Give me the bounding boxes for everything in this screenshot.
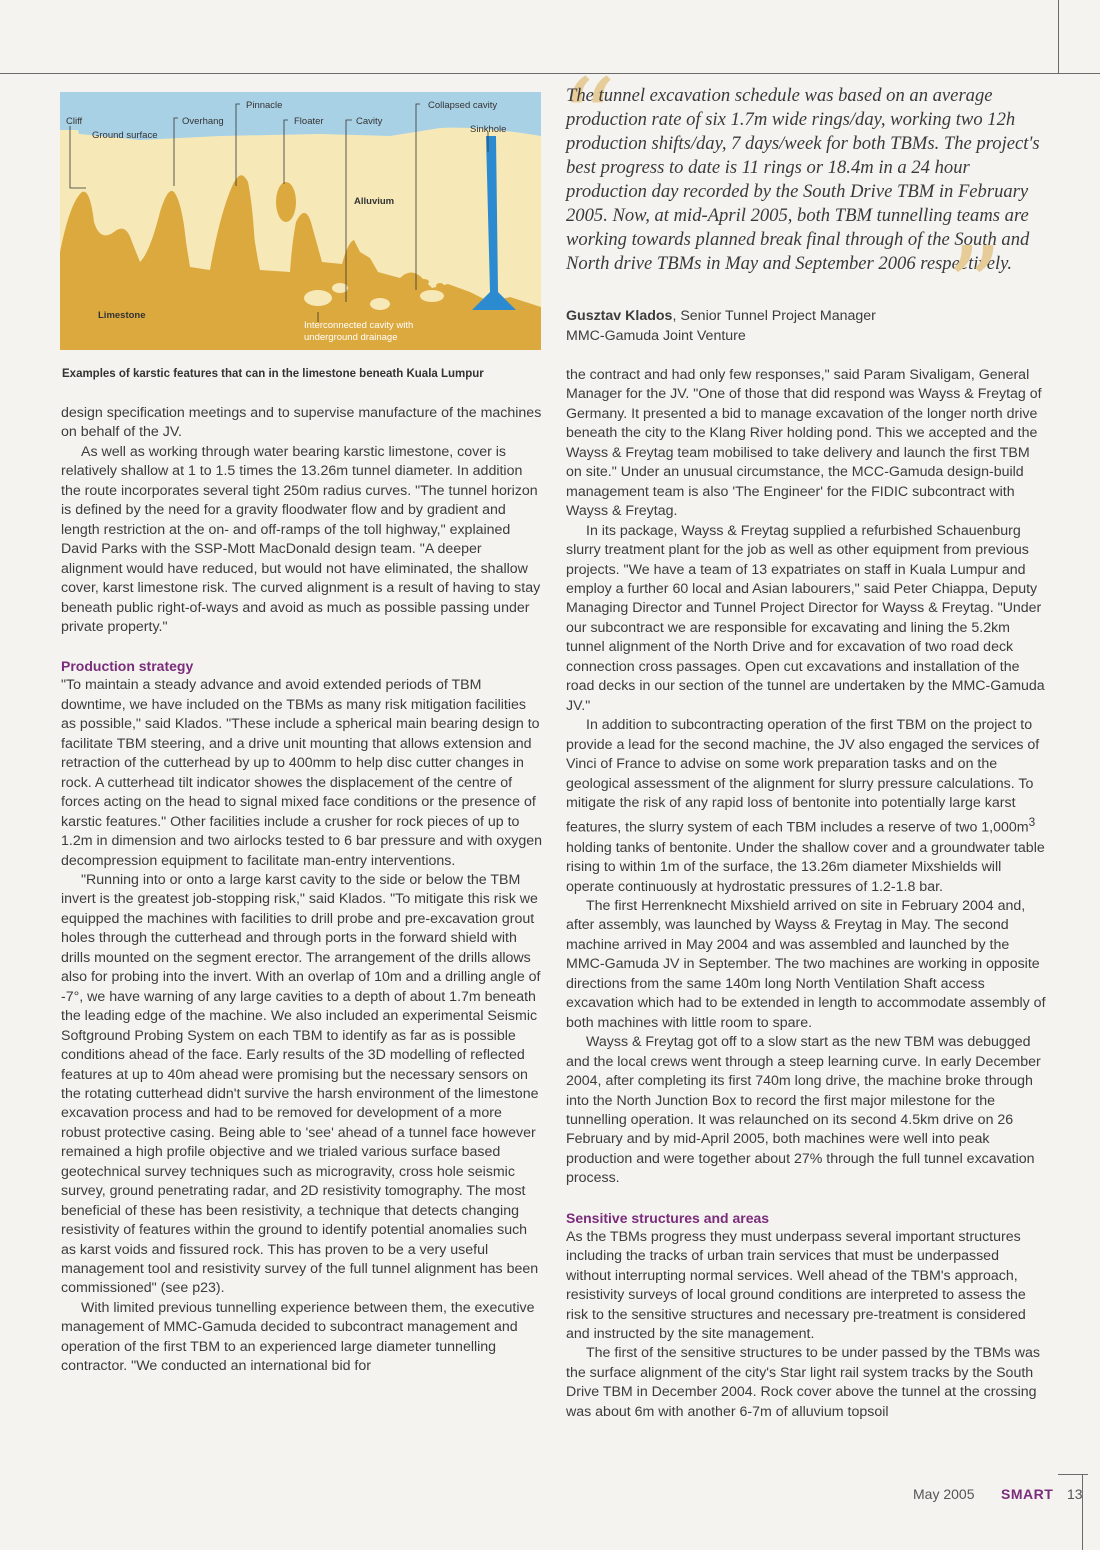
footer-brand: SMART [1001,1486,1054,1502]
paragraph: "Running into or onto a large karst cavity to the side or below the TBM invert is the greatest job-stopping risk," said Klados. "To mitigate this risk we equipped the machines with facilities to drill probe and pre-excavation grout holes through the cutterhead and through ports in the forward shield with drills mounted on the segment erector. The arrangement of the drills allows also for probing into the invert. With an overlap of 10m and a drilling angle of -7°, we have warning of any large cavities to a depth of about 1.7m beneath the leading edge of the machine. We also included an experimental Seismic Softground Probing System on each TBM to identify as far as is possible conditions ahead of the face. Early results of the 3D modelling of reflected features at up to 40m ahead were promising but the necessary sensors on the rotating cutterhead didn't survive the harsh environment of the limestone excavation process and had to be removed for development of a more robust protective casing. Being able to 'see' ahead of a tunnel face however remained a high profile objective and we trialed various surface based geotechnical survey techniques such as microgravity, cross hole seismic survey, ground penetrating radar, and 2D resistivity tomography. The most beneficial of these has been resistivity, a technique that detects changing resistivity of features within the ground to identify potential anomalies such as karst voids and fissured rock. This has proven to be a very useful management tool and resistivity survey of the full tunnel alignment has been commissioned" (see p23). [61,871,541,1297]
footer-date: May 2005 [913,1486,975,1502]
paragraph: design specification meetings and to supervise manufacture of the machines on behalf of the JV. [61,405,542,441]
label-ground-surface: Ground surface [92,130,158,141]
label-floater: Floater [294,116,324,127]
top-rule [0,73,1100,74]
paragraph: As the TBMs progress they must underpass several important structures including the tracks of urban train services that must be underpassed without interrupting normal services. Well ahead of the TBM's approach, resistivity surveys of local ground conditions are interpreted to assess the risk to the sensitive structures and necessary pre-treatment is considered and instructed by the site management. [566,1228,1026,1343]
collapsed-cavity-shape [420,290,444,302]
close-quote-icon: ” [946,223,1003,351]
cavity-shape [304,290,332,306]
label-overhang: Overhang [182,116,224,127]
paragraph: The first Herrenknecht Mixshield arrived on site in February 2004 and, after assembly, was launched by Wayss & Freytag in May. The second machine arrived in May 2004 and was assembled and launched by the MMC-Gamuda JV in September. The two machines are working in opposite directions from the same 140m long North Ventilation Shaft access excavation which had to be extended in length to accommodate assembly of both machines with little room to spare. [566,897,1046,1031]
paragraph-part: holding tanks of bentonite. Under the shallow cover and a groundwater table rising to within 1m of the surface, the 13.26m diameter Mixshields will operate continuously at hydrostatic pressures of 1.2-1.8 bar. [566,839,1045,895]
section-heading-sensitive-structures: Sensitive structures and areas [566,1209,770,1226]
paragraph-part: In addition to subcontracting operation of the first TBM on the project to provide a lead for the second machine, the JV also engaged the services of Vinci of France to advise on some work preparation tasks and on the geological assessment of the alignment for slurry pressure calculations. To mitigate the risk of any rapid loss of bentonite into potentially large karst features, the slurry system of each TBM includes a reserve of two 1,000m [566,717,1040,837]
figure-caption: Examples of karstic features that can in the limestone beneath Kuala Lumpur [62,368,484,380]
left-column [61,404,543,1377]
open-quote-icon: “ [560,55,617,183]
paragraph: In its package, Wayss & Freytag supplied a refurbished Schauenburg slurry treatment plant for the job as well as other equipment from previous projects. "We have a team of 13 expatriates on staff in Kuala Lumpur and employ a further 60 local and Asian labourers," said Peter Chiappa, Deputy Managing Director and Tunnel Project Director for Wayss & Freytag. "Under our subcontract we are responsible for excavating and lining the 5.2km tunnel alignment of the North Drive and for excavation of two road deck connection cross passages. Open cut excavations and installation of the road decks in our section of the tunnel are undertaken by the MMC-Gamuda JV." [566,522,1045,714]
floater-shape [276,182,296,222]
karst-diagram [60,92,541,350]
label-cavity: Cavity [356,116,383,127]
right-rule [1058,0,1059,73]
paragraph: Wayss & Freytag got off to a slow start as the new TBM was debugged and the local crews went through a steep learning curve. In early December 2004, after completing its first 740m long drive, the machine broke through into the North Junction Box to record the first major milestone for the tunnelling operation. It was relaunched on its second 4.5km drive on 26 February and by mid-April 2005, both machines were well into peak production and were together about 27% through the full tunnel excavation process. [566,1034,1041,1187]
section-heading-production-strategy: Production strategy [61,658,194,675]
footer-rule [1058,1474,1088,1475]
label-alluvium: Alluvium [354,196,395,207]
paragraph [566,716,1046,897]
paragraph: the contract and had only few responses," said Param Sivaligam, General Manager for the JV. "One of those that did respond was Wayss & Freytag of Germany. It presented a bid to manage excavation of the longer north drive beneath the city to the Klang River holding pond. This we accepted and the Wayss & Freytag team mobilised to take delivery and launch the first TBM on site." Under an unusual circumstance, the MCC-Gamuda design-build management team is also 'The Engineer' for the FIDIC subcontract with Wayss & Freytag. [566,367,1042,520]
paragraph: The first of the sensitive structures to be under passed by the TBMs was the surface alignment of the city's Star light rail system tracks by the South Drive TBM in December 2004. Rock cover above the tunnel at the crossing was about 6m with another 6-7m of alluvium topsoil [566,1345,1040,1420]
label-interconnected-1: Interconnected cavity with [304,320,414,331]
page-number: 13 [1067,1486,1083,1502]
label-cliff: Cliff [66,116,83,127]
quote-author-role: , Senior Tunnel Project Manager [672,308,876,324]
label-limestone: Limestone [98,310,146,321]
superscript: 3 [1028,815,1036,830]
label-sinkhole: Sinkhole [470,124,507,135]
label-pinnacle: Pinnacle [246,100,283,111]
quote-organisation: MMC-Gamuda Joint Venture [566,328,746,344]
quote-text: The tunnel excavation schedule was based on an average production rate of six 1.7m wide rings/day, working two 12h production shifts/day, 7 days/week for both TBMs. The project's best progress to date is 11 rings or 18.4m in a 24 hour production day recorded by the South Drive TBM in February 2005. Now, at mid-April 2005, both TBM tunnelling teams are working towards planned break final through of the South and North drive TBMs in May and September 2006 respectively. [566,85,1040,274]
paragraph: "To maintain a steady advance and avoid extended periods of TBM downtime, we have included on the TBMs as many risk mitigation facilities as possible," said Klados. "These include a spherical main bearing design to facilitate TBM steering, and a drive unit mounting that allows extension and retraction of the cutterhead by up to 400mm to help disc cutter changes in rock. A cutterhead tilt indicator showes the displacement of the centre of forces acting on the head to signal mixed face conditions or the presence of karstic features." Other facilities include a crusher for rock pieces of up to 1.2m in dimension and two airlocks tested to 6 bar pressure and with oxygen decompression equipment to facilitate man-entry interventions. [61,677,543,869]
right-column [566,366,1046,1422]
quote-attribution [566,306,876,346]
paragraph: With limited previous tunnelling experience between them, the executive management of MMC-Gamuda decided to subcontract management and operation of the first TBM to an experienced large diameter tunnelling contractor. "We conducted an international bid for [61,1299,535,1375]
paragraph: As well as working through water bearing karstic limestone, cover is relatively shallow at 1 to 1.5 times the 13.26m tunnel diameter. In addition the route incorporates several tight 250m radius curves. "The tunnel horizon is defined by the need for a gravity floodwater flow and by gradient and length restriction at the on- and off-ramps of the toll highway," explained David Parks with the SSP-Mott MacDonald design team. "A deeper alignment would have reduced, but would not have eliminated, the shallow cover, karst limestone risk. The curved alignment is a result of having to stay beneath public right-of-ways and avoid as much as possible passing under private property." [61,443,541,635]
label-interconnected-2: underground drainage [304,332,398,343]
label-collapsed-cavity: Collapsed cavity [428,100,498,111]
quote-author: Gusztav Klados [566,308,673,324]
